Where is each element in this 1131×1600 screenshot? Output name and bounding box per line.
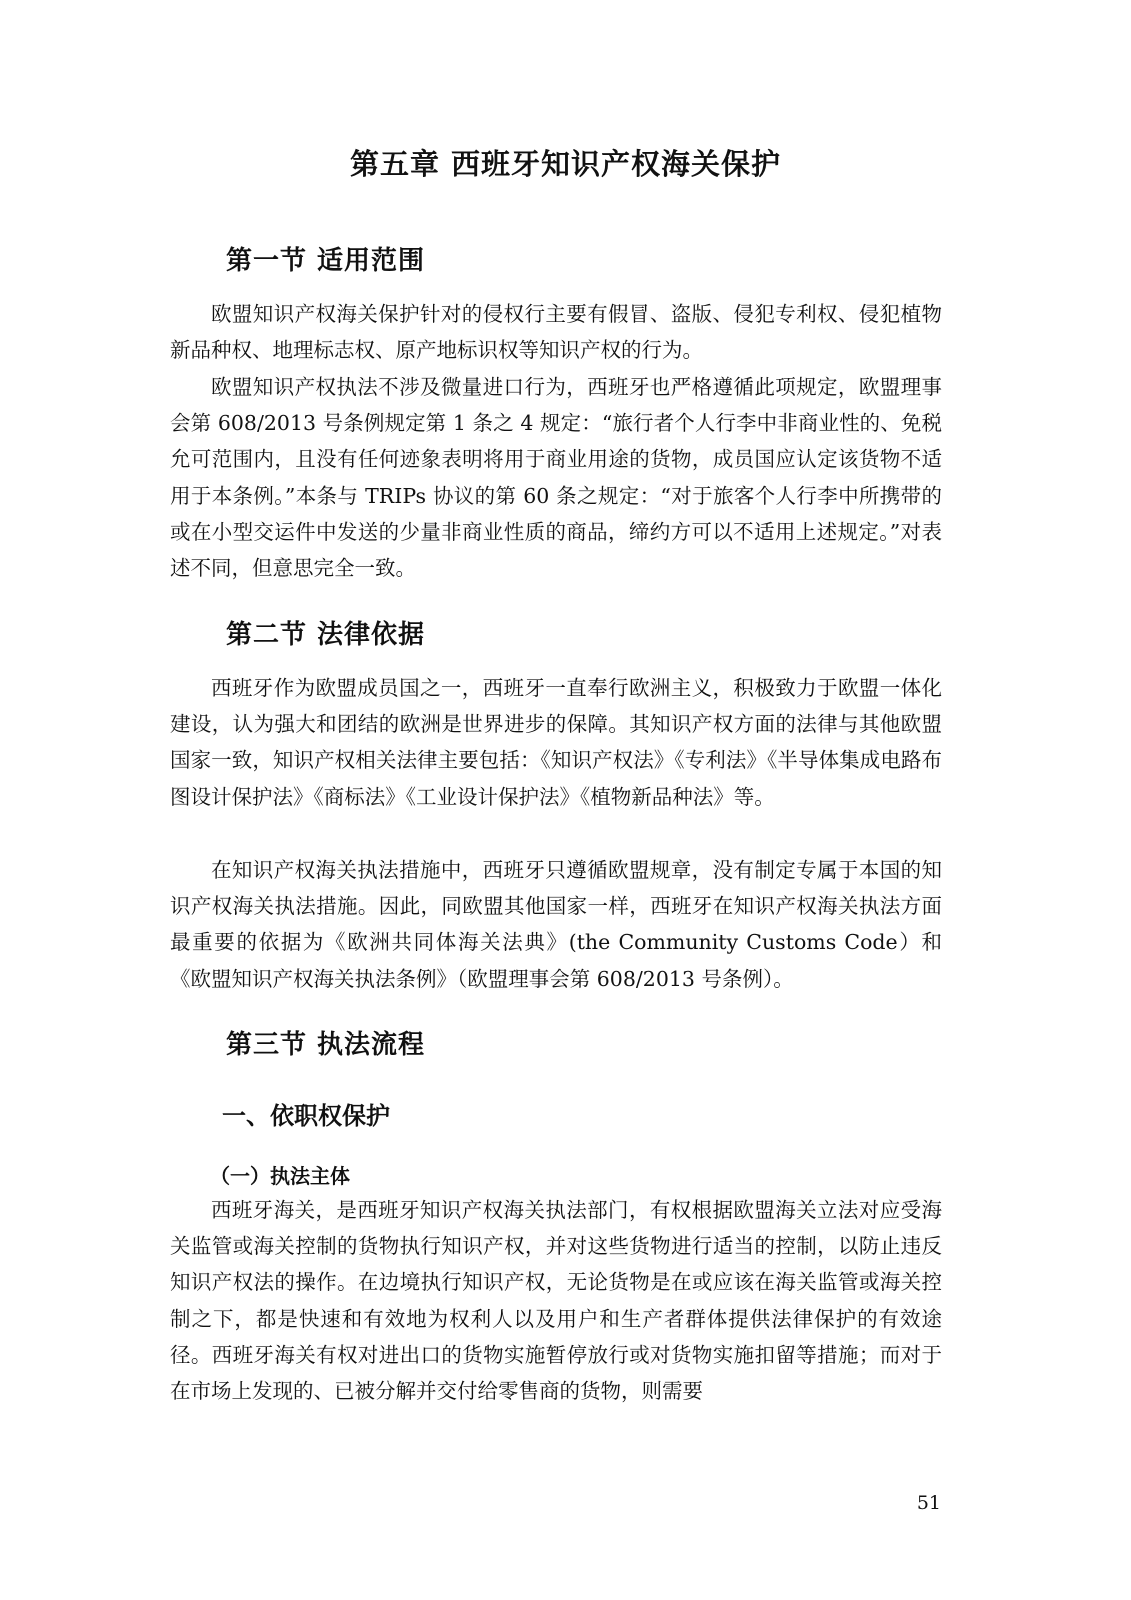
subsection-title-ex-officio: 一、依职权保护: [222, 1102, 390, 1130]
section-title-scope: 第一节 适用范围: [226, 246, 426, 276]
paragraph-legal-basis-1: 西班牙作为欧盟成员国之一，西班牙一直奉行欧洲主义，积极致力于欧盟一体化建设，认为强大和团结的欧洲是世界进步的保障。其知识产权方面的法律与其他欧盟国家一致，知识产权相关法律主要包括：《知识产权法》《专利法》《半导体集成电路布图设计保护法》《商标法》《工业设计保护法》《植物新品种法》等。: [170, 676, 942, 809]
section-title-legal-basis: 第二节 法律依据: [226, 620, 426, 650]
page-number: 51: [916, 1492, 941, 1514]
chapter-title: 第五章 西班牙知识产权海关保护: [349, 147, 782, 181]
paragraph-scope-1: 欧盟知识产权海关保护针对的侵权行主要有假冒、盗版、侵犯专利权、侵犯植物新品种权、地理标志权、原产地标识权等知识产权的行为。: [170, 302, 942, 363]
paragraph-enforcement-body: 西班牙海关，是西班牙知识产权海关执法部门，有权根据欧盟海关立法对应受海关监管或海关控制的货物执行知识产权，并对这些货物进行适当的控制，以防止违反知识产权法的操作。在边境执行知识产权，无论货物是在或应该在海关监管或海关控制之下，都是快速和有效地为权利人以及用户和生产者群体提供法律保护的有效途径。西班牙海关有权对进出口的货物实施暂停放行或对货物实施扣留等措施；而对于在市场上发现的、已被分解并交付给零售商的货物，则需要: [170, 1198, 942, 1404]
paragraph-legal-basis-2: 在知识产权海关执法措施中，西班牙只遵循欧盟规章，没有制定专属于本国的知识产权海关执法措施。因此，同欧盟其他国家一样，西班牙在知识产权海关执法方面最重要的依据为《欧洲共同体海关法典》(the Community Customs Code）和《欧盟知识产权海关执法条例》（欧盟理事会第 608/2013 号条例）。: [170, 858, 942, 991]
minor-title-enforcement-body: （一）执法主体: [210, 1164, 350, 1188]
section-title-enforcement: 第三节 执法流程: [226, 1030, 426, 1060]
paragraph-scope-2: 欧盟知识产权执法不涉及微量进口行为，西班牙也严格遵循此项规定，欧盟理事会第 608/2013 号条例规定第 1 条之 4 规定：“旅行者个人行李中非商业性的、免税允可范围内，且没有任何迹象表明将用于商业用途的货物，成员国应认定该货物不适用于本条例。”本条与 TRIPs 协议的第 60 条之规定：“对于旅客个人行李中所携带的或在小型交运件中发送的少量非商业性质的商品，缔约方可以不适用上述规定。”对表述不同，但意思完全一致。: [170, 375, 942, 581]
